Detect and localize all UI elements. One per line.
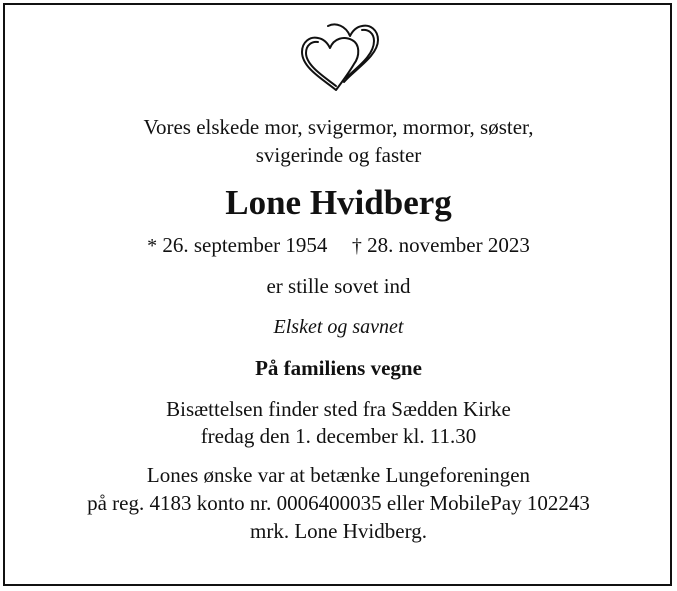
life-dates [0, 231, 677, 260]
died-date: 28. november 2023 [367, 233, 530, 257]
funeral-time: fredag den 1. december kl. 11.30 [200, 424, 477, 448]
family-signature: På familiens vegne [255, 356, 422, 380]
donation-line-1: Lones ønske var at betænke Lungeforeningen [146, 463, 531, 487]
born-symbol: * [147, 235, 158, 257]
funeral-location: Bisættelsen finder sted fra Sædden Kirke [166, 397, 511, 421]
passing-text: er stille sovet ind [266, 274, 411, 298]
intro-line-1: Vores elskede mor, svigermor, mormor, søster, [143, 115, 534, 139]
donation-line-2: på reg. 4183 konto nr. 0006400035 eller MobilePay 102243 [87, 491, 590, 515]
born-date: 26. september 1954 [162, 233, 328, 257]
intro-line-2: svigerinde og faster [255, 143, 422, 167]
two-hearts-icon [296, 16, 382, 96]
donation-line-3: mrk. Lone Hvidberg. [250, 519, 427, 543]
died-symbol: † [351, 235, 362, 257]
deceased-name: Lone Hvidberg [225, 183, 452, 222]
loved-text: Elsket og savnet [273, 316, 404, 338]
